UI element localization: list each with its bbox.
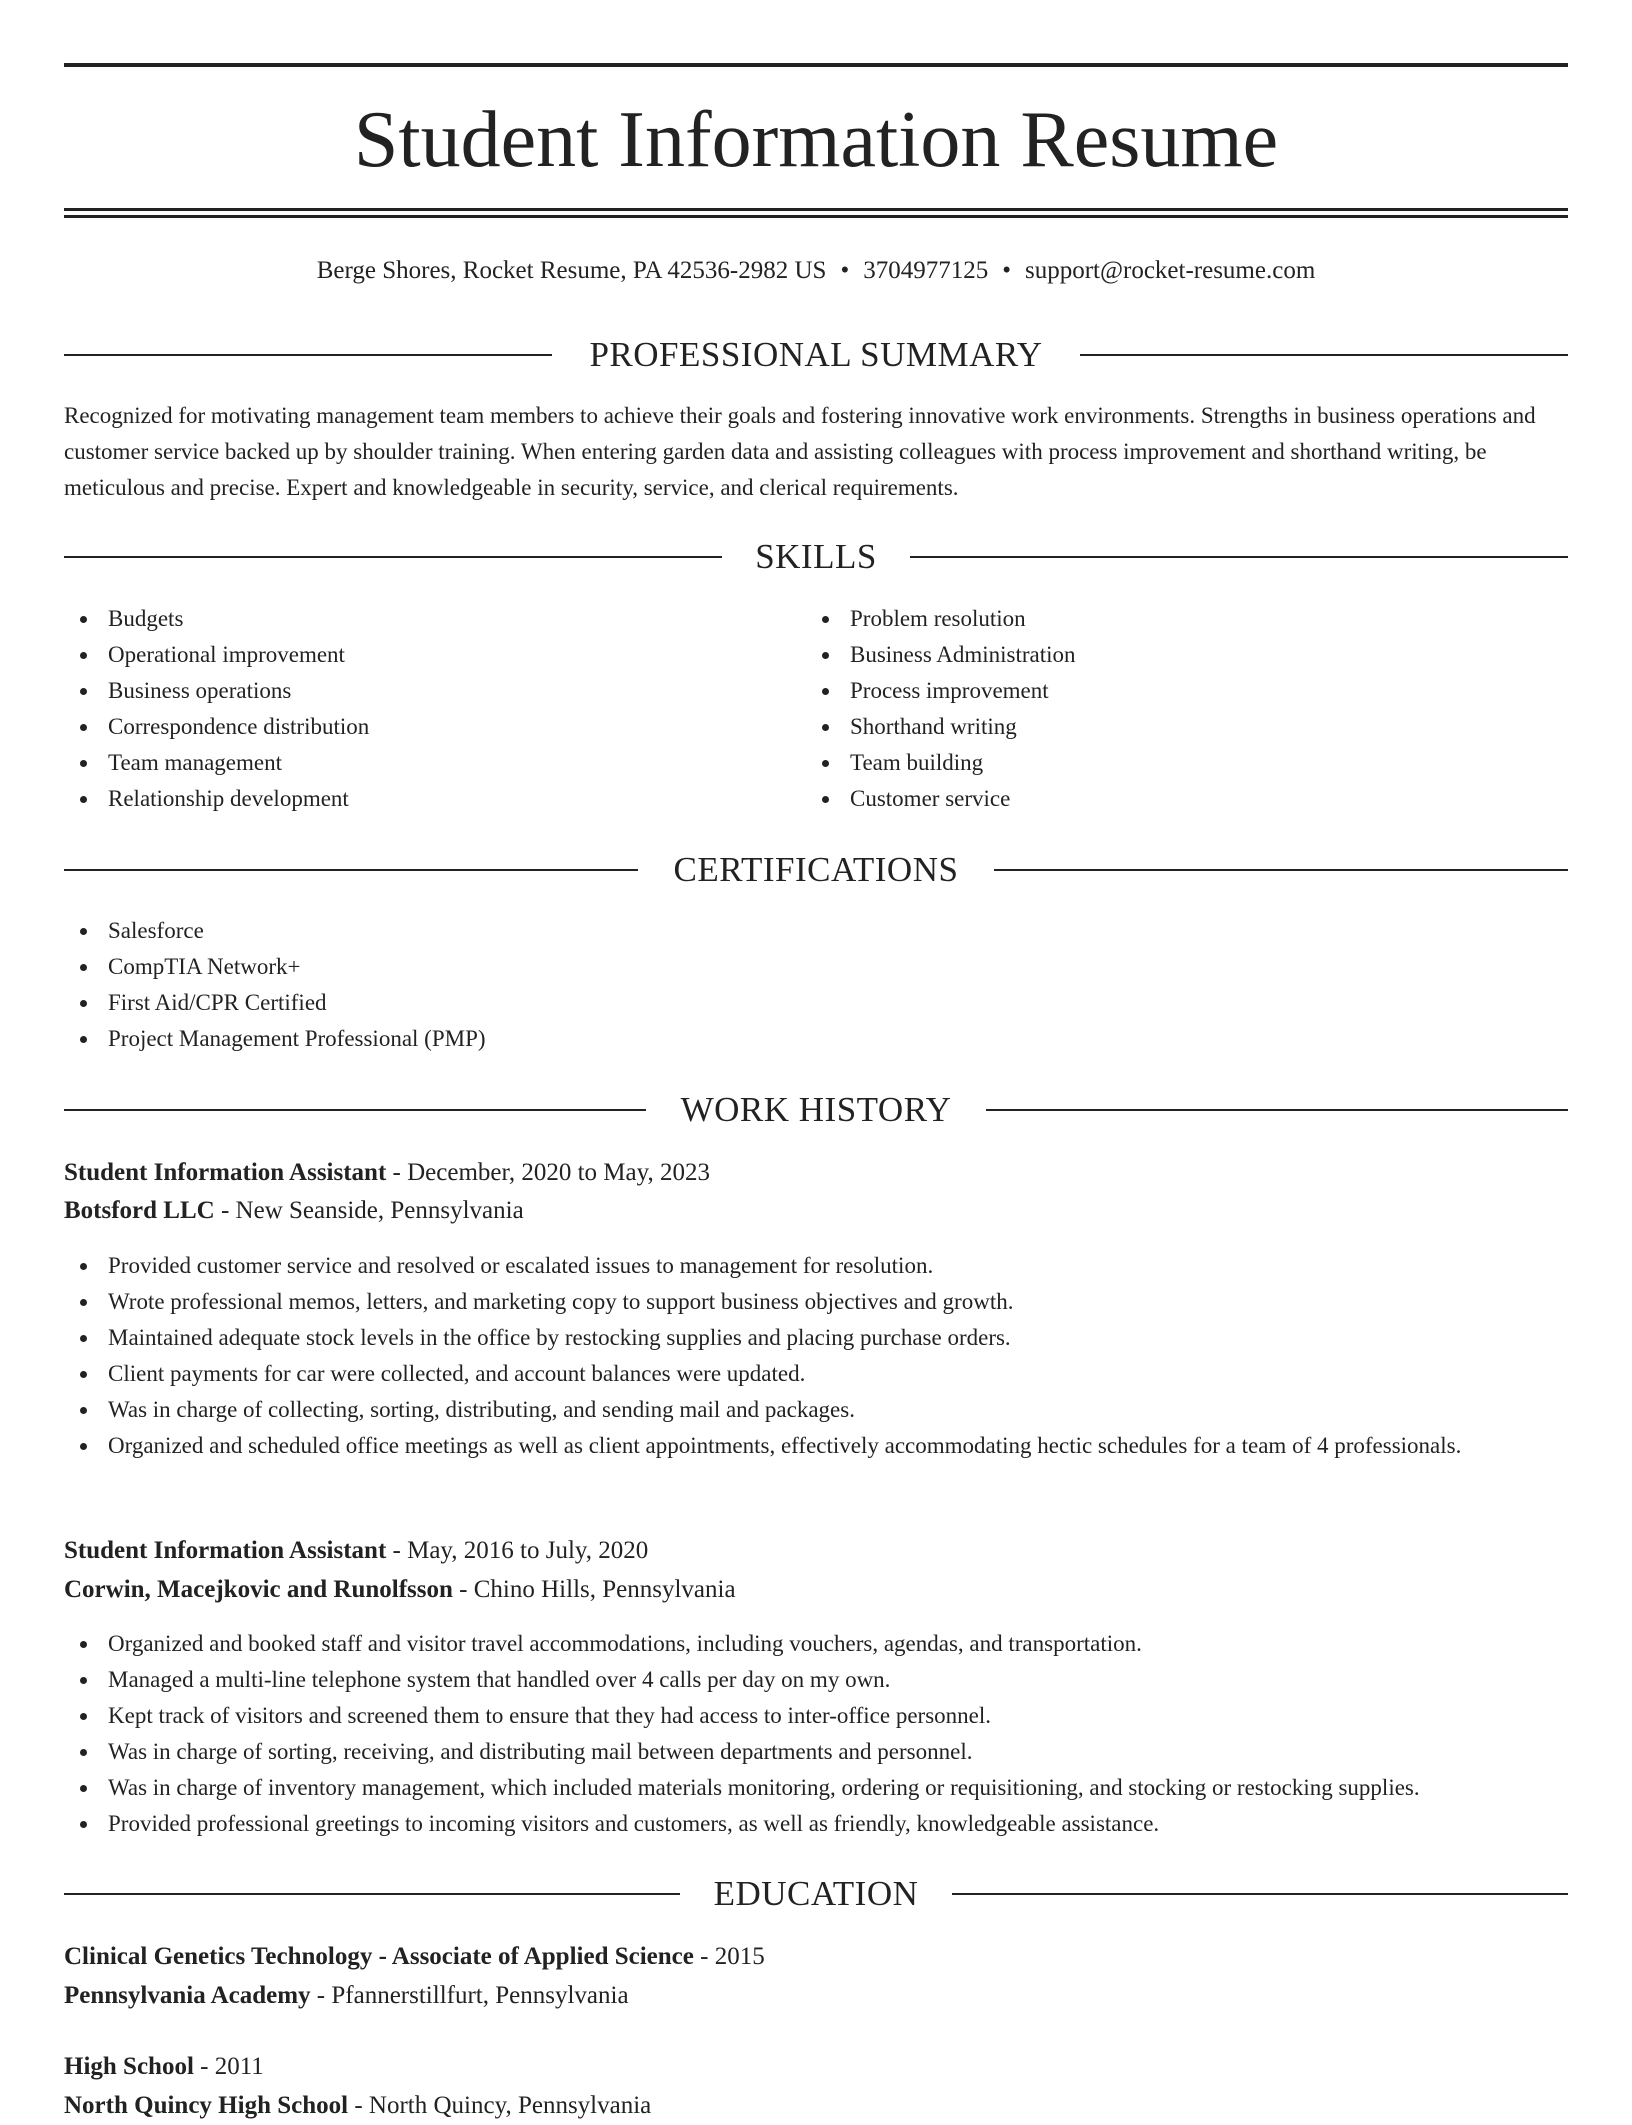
job-dates: December, 2020 to May, 2023	[407, 1159, 710, 1186]
skill-item: Budgets	[64, 601, 764, 637]
skill-item: Process improvement	[806, 673, 1506, 709]
education-degree: Clinical Genetics Technology - Associate of Applied Science	[64, 1943, 694, 1970]
heading-rule-right	[910, 556, 1568, 558]
header-top-rule	[64, 63, 1568, 67]
heading-rule-left	[64, 354, 552, 356]
skill-item: Team management	[64, 745, 764, 781]
contact-separator: •	[840, 257, 850, 284]
skill-item: Team building	[806, 745, 1506, 781]
skill-item: Business operations	[64, 673, 764, 709]
certifications-list	[64, 913, 1568, 1057]
skill-item: Relationship development	[64, 781, 764, 817]
skill-item: Operational improvement	[64, 637, 764, 673]
education-school-line: Pennsylvania Academy - Pfannerstillfurt, Pennsylvania	[64, 1982, 629, 2009]
job-company: Corwin, Macejkovic and Runolfsson	[64, 1576, 453, 1603]
contact-address: Berge Shores, Rocket Resume, PA 42536-2982 US	[316, 257, 827, 284]
job-company-line: Botsford LLC - New Seanside, Pennsylvania	[64, 1197, 524, 1224]
job-bullet: Organized and scheduled office meetings as well as client appointments, effectively accommodating hectic schedules for a team of 4 professionals.	[64, 1428, 1504, 1464]
job-bullets	[64, 1248, 1504, 1464]
section-title: PROFESSIONAL SUMMARY	[589, 335, 1043, 374]
education-degree: High School	[64, 2053, 194, 2080]
job-bullet: Wrote professional memos, letters, and marketing copy to support business objectives and growth.	[64, 1284, 1504, 1320]
job-bullet: Provided customer service and resolved or escalated issues to management for resolution.	[64, 1248, 1504, 1284]
job-bullet: Maintained adequate stock levels in the office by restocking supplies and placing purchase orders.	[64, 1320, 1504, 1356]
section-heading-certifications	[64, 848, 1568, 892]
job-location: Chino Hills, Pennsylvania	[473, 1576, 736, 1603]
certification-item: Salesforce	[64, 913, 1568, 949]
job-bullet: Was in charge of inventory management, which included materials monitoring, ordering or requisitioning, and stocking or restocking supplies.	[64, 1770, 1568, 1806]
job-title: Student Information Assistant	[64, 1537, 387, 1564]
job-bullet: Kept track of visitors and screened them to ensure that they had access to inter-office personnel.	[64, 1698, 1568, 1734]
resume-title: Student Information Resume	[353, 96, 1279, 184]
contact-phone: 3704977125	[863, 257, 989, 284]
contact-email: support@rocket-resume.com	[1024, 257, 1316, 284]
education-location: North Quincy, Pennsylvania	[368, 2092, 652, 2119]
section-title: SKILLS	[755, 537, 877, 576]
heading-rule-left	[64, 1109, 646, 1111]
heading-rule-right	[994, 869, 1568, 871]
summary-text: Recognized for motivating management team members to achieve their goals and fostering innovative work environments. Strengths in business operations and customer service backed up by shoulder training. When entering garden data and assisting colleagues with process improvement and shorthand writing, be meticulous and precise. Expert and knowledgeable in security, service, and clerical requirements.	[64, 403, 1536, 500]
job-bullet: Managed a multi-line telephone system that handled over 4 calls per day on my own.	[64, 1662, 1568, 1698]
certification-item: First Aid/CPR Certified	[64, 985, 1568, 1021]
heading-rule-right	[952, 1893, 1568, 1895]
skill-item: Customer service	[806, 781, 1506, 817]
header-rule-2	[64, 215, 1568, 218]
education-year: 2015	[714, 1943, 765, 1970]
job-title-line: Student Information Assistant - May, 2016 to July, 2020	[64, 1537, 649, 1564]
education-school: North Quincy High School	[64, 2092, 349, 2119]
job-company-line: Corwin, Macejkovic and Runolfsson - Chino Hills, Pennsylvania	[64, 1576, 736, 1603]
job-bullet: Was in charge of sorting, receiving, and distributing mail between departments and personnel.	[64, 1734, 1568, 1770]
job-bullet: Client payments for car were collected, and account balances were updated.	[64, 1356, 1504, 1392]
skills-list-left	[64, 601, 764, 817]
job-bullet: Was in charge of collecting, sorting, distributing, and sending mail and packages.	[64, 1392, 1504, 1428]
job-bullets	[64, 1626, 1568, 1842]
education-degree-line: High School - 2011	[64, 2053, 264, 2080]
header-rule-1	[64, 208, 1568, 211]
heading-rule-left	[64, 869, 638, 871]
section-title: WORK HISTORY	[680, 1090, 952, 1129]
section-heading-summary	[64, 333, 1568, 377]
job-title-line: Student Information Assistant - December, 2020 to May, 2023	[64, 1159, 710, 1186]
job-bullet: Provided professional greetings to incoming visitors and customers, as well as friendly, knowledgeable assistance.	[64, 1806, 1568, 1842]
section-heading-skills	[64, 535, 1568, 579]
skills-list-right	[806, 601, 1506, 817]
education-school-line: North Quincy High School - North Quincy, Pennsylvania	[64, 2092, 652, 2119]
heading-rule-right	[1080, 354, 1568, 356]
job-title: Student Information Assistant	[64, 1159, 387, 1186]
certification-item: CompTIA Network+	[64, 949, 1568, 985]
heading-rule-left	[64, 556, 722, 558]
contact-separator: •	[1002, 257, 1011, 284]
education-school: Pennsylvania Academy	[64, 1982, 311, 2009]
job-dates: May, 2016 to July, 2020	[407, 1537, 649, 1564]
certification-item: Project Management Professional (PMP)	[64, 1021, 1568, 1057]
job-bullet: Organized and booked staff and visitor travel accommodations, including vouchers, agendas, and transportation.	[64, 1626, 1568, 1662]
section-title: CERTIFICATIONS	[673, 850, 959, 889]
section-title: EDUCATION	[713, 1874, 919, 1913]
education-year: 2011	[214, 2053, 264, 2080]
skill-item: Business Administration	[806, 637, 1506, 673]
heading-rule-right	[986, 1109, 1568, 1111]
job-location: New Seanside, Pennsylvania	[235, 1197, 524, 1224]
heading-rule-left	[64, 1893, 680, 1895]
section-heading-education	[64, 1872, 1568, 1916]
section-heading-work	[64, 1088, 1568, 1132]
skill-item: Problem resolution	[806, 601, 1506, 637]
skill-item: Correspondence distribution	[64, 709, 764, 745]
education-degree-line: Clinical Genetics Technology - Associate of Applied Science - 2015	[64, 1943, 765, 1970]
skill-item: Shorthand writing	[806, 709, 1506, 745]
contact-line	[64, 254, 1568, 288]
job-company: Botsford LLC	[64, 1197, 215, 1224]
education-location: Pfannerstillfurt, Pennsylvania	[331, 1982, 629, 2009]
